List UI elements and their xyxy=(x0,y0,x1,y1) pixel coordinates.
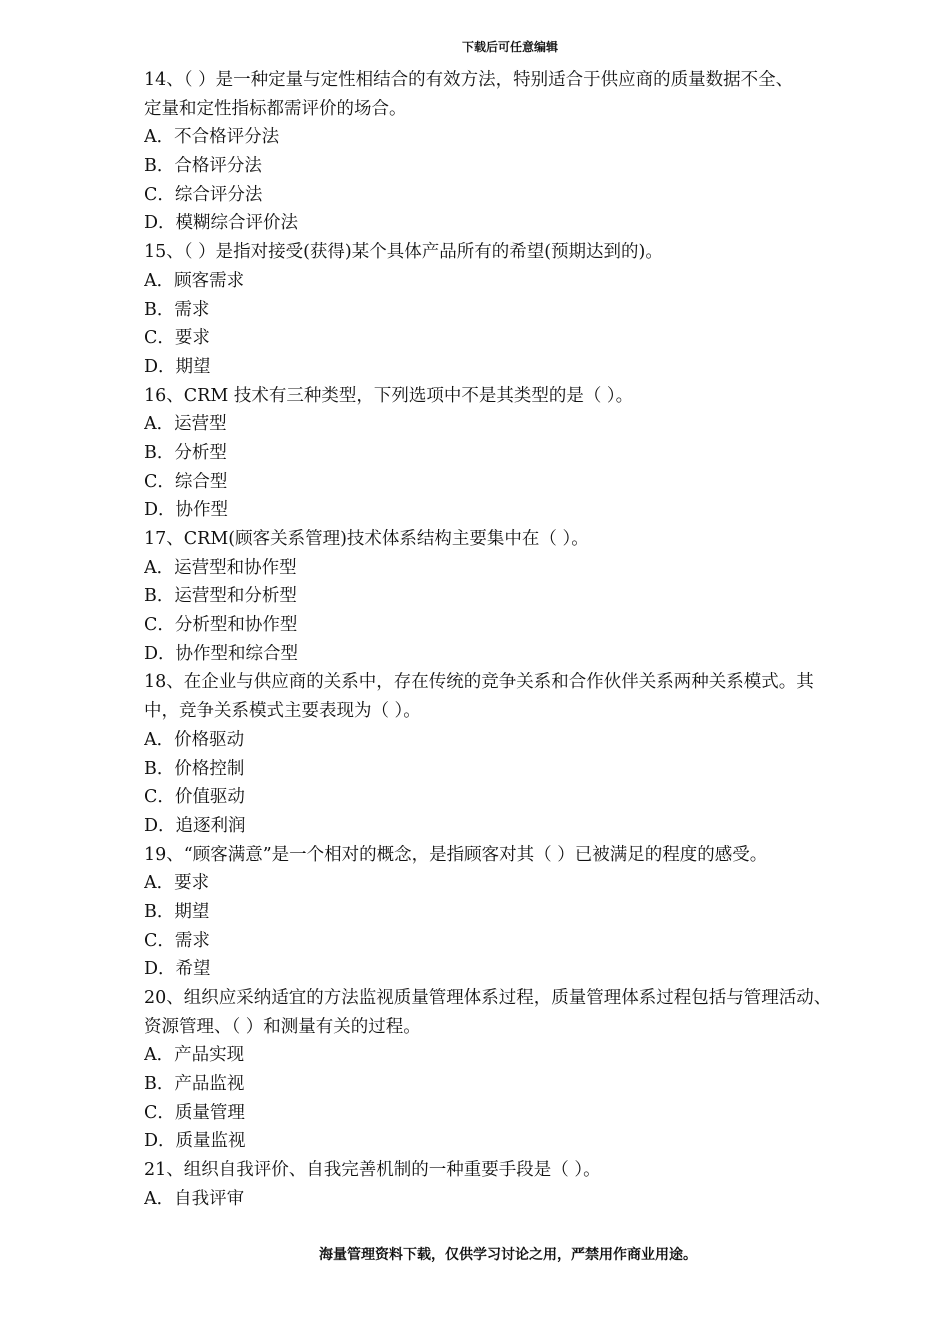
question-text: 19、“顾客满意”是一个相对的概念，是指顾客对其（ ）已被满足的程度的感受。 xyxy=(144,844,768,865)
answer-option: A．价格驱动 xyxy=(144,729,245,750)
answer-option: D．模糊综合评价法 xyxy=(144,213,299,234)
answer-option: B．分析型 xyxy=(144,442,227,463)
question-text: 定量和定性指标都需评价的场合。 xyxy=(144,98,407,119)
answer-option: D．协作型和综合型 xyxy=(144,643,299,664)
answer-option: A．不合格评分法 xyxy=(144,127,280,148)
answer-option: A．要求 xyxy=(144,873,210,894)
answer-option: B．产品监视 xyxy=(144,1074,245,1095)
answer-option: C．综合评分法 xyxy=(144,184,263,205)
question-text: 15、（ ）是指对接受(获得)某个具体产品所有的希望(预期达到的)。 xyxy=(144,242,663,263)
question-text: 资源管理、（ ）和测量有关的过程。 xyxy=(144,1016,421,1037)
answer-option: B．价格控制 xyxy=(144,758,245,779)
answer-option: D．希望 xyxy=(144,959,211,980)
answer-option: D．期望 xyxy=(144,356,211,377)
answer-option: D．协作型 xyxy=(144,500,229,521)
answer-option: C．价值驱动 xyxy=(144,787,245,808)
answer-option: D．追逐利润 xyxy=(144,815,246,836)
answer-option: A．运营型和协作型 xyxy=(144,557,297,578)
answer-option: D．质量监视 xyxy=(144,1131,246,1152)
answer-option: A．自我评审 xyxy=(144,1188,245,1209)
answer-option: B．运营型和分析型 xyxy=(144,586,297,607)
answer-option: B．合格评分法 xyxy=(144,156,262,177)
answer-option: C．质量管理 xyxy=(144,1102,245,1123)
answer-option: C．分析型和协作型 xyxy=(144,615,298,636)
answer-option: C．综合型 xyxy=(144,471,228,492)
page-header-note: 下载后可任意编辑 xyxy=(461,40,558,54)
answer-option: C．要求 xyxy=(144,328,210,349)
answer-option: B．需求 xyxy=(144,299,210,320)
question-text: 16、CRM 技术有三种类型，下列选项中不是其类型的是（ ）。 xyxy=(144,385,634,406)
answer-option: A．产品实现 xyxy=(144,1045,245,1066)
question-text: 20、组织应采纳适宜的方法监视质量管理体系过程，质量管理体系过程包括与管理活动、 xyxy=(144,988,832,1008)
question-text: 21、组织自我评价、自我完善机制的一种重要手段是（ ）。 xyxy=(144,1160,601,1181)
page-footer-note: 海量管理资料下载，仅供学习讨论之用，严禁用作商业用途。 xyxy=(319,1247,697,1263)
question-text: 14、（ ）是一种定量与定性相结合的有效方法，特别适合于供应商的质量数据不全、 xyxy=(144,70,794,90)
question-text: 17、CRM(顾客关系管理)技术体系结构主要集中在（ ）。 xyxy=(144,529,589,549)
answer-option: A．顾客需求 xyxy=(144,270,245,291)
answer-option: A．运营型 xyxy=(144,414,227,435)
question-list xyxy=(144,66,889,1214)
question-text: 中，竞争关系模式主要表现为（ ）。 xyxy=(144,701,421,722)
answer-option: C．需求 xyxy=(144,930,210,951)
question-text: 18、在企业与供应商的关系中，存在传统的竞争关系和合作伙伴关系两种关系模式。其 xyxy=(144,672,814,693)
answer-option: B．期望 xyxy=(144,901,210,922)
